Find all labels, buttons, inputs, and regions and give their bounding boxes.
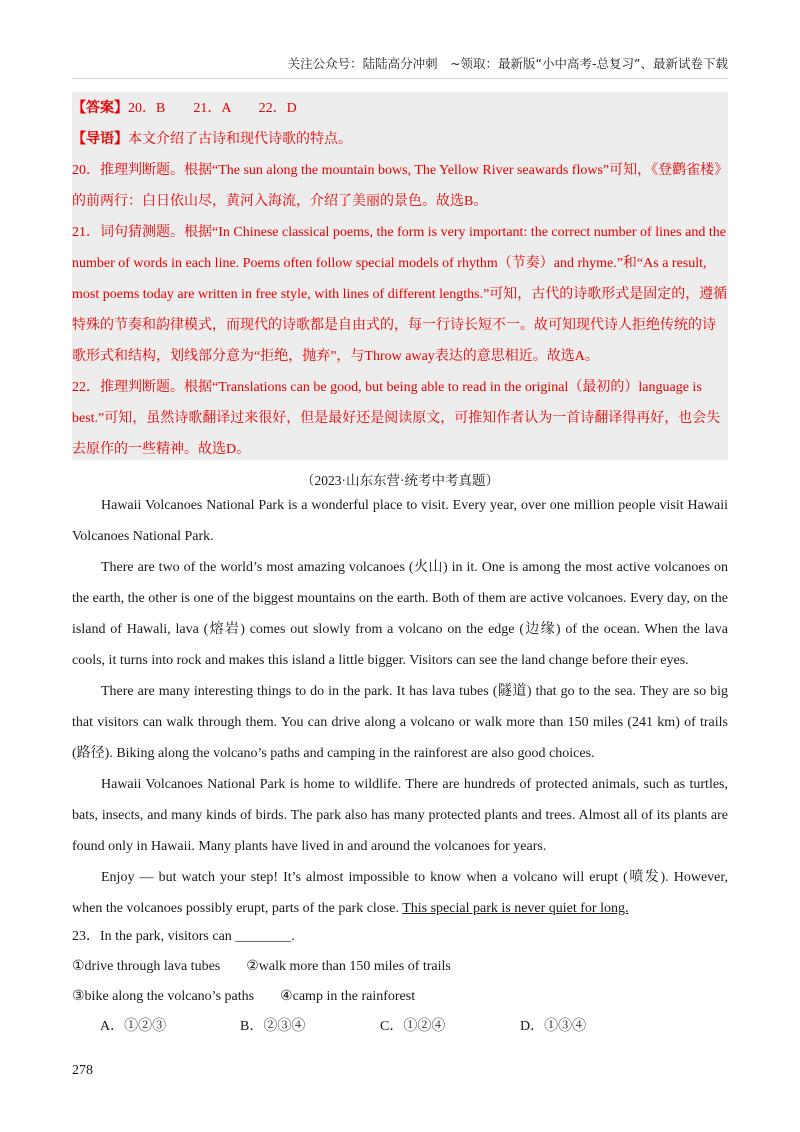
statement-2: ②walk more than 150 miles of trails xyxy=(246,959,451,974)
statement-4: ④camp in the rainforest xyxy=(280,989,416,1004)
answer-line xyxy=(72,93,728,124)
choice-c[interactable]: C．①②④ xyxy=(380,1019,446,1034)
statement-row-1 xyxy=(72,952,728,982)
choice-a[interactable]: A．①②③ xyxy=(100,1019,167,1034)
answer-values: 20．B 21．A 22．D xyxy=(128,101,297,116)
underlined-sentence: This special park is never quiet for long. xyxy=(402,901,629,916)
reading-passage xyxy=(72,490,728,924)
question-stem: 23．In the park, visitors can ________. xyxy=(72,929,295,944)
choice-b[interactable]: B．②③④ xyxy=(240,1019,306,1034)
answer-choices xyxy=(72,1012,728,1042)
passage-paragraph-2: There are two of the world’s most amazing volcanoes (火山) in it. One is among the most active volcanoes on the earth, the other is one of the biggest mountains on the earth. Both of them are active volcanoes. Every day, on the island of Hawali, lava (熔岩) comes out slowly from a volcano on the edge (边缘) of the ocean. When the lava cools, it turns into rock and makes this island a little bigger. Visitors can see the land change before their eyes. xyxy=(72,560,728,668)
choice-d[interactable]: D．①③④ xyxy=(520,1019,587,1034)
question-23 xyxy=(72,922,728,1042)
guide-tag: 【导语】 xyxy=(72,132,128,147)
passage-paragraph-1: Hawaii Volcanoes National Park is a wonderful place to visit. Every year, over one million people visit Hawaii Volcanoes National Park. xyxy=(72,498,728,544)
passage-paragraph-4: Hawaii Volcanoes National Park is home to wildlife. There are hundreds of protected animals, such as turtles, bats, insects, and many kinds of birds. The park also has many protected plants and trees. Almost all of its plants are found only in Hawaii. Many plants have lived in and around the volcanoes for years. xyxy=(72,777,728,854)
passage-paragraph-5 xyxy=(72,862,728,924)
statement-1: ①drive through lava tubes xyxy=(72,959,221,974)
answer-explanation-box xyxy=(72,92,728,460)
explanation-20: 20．推理判断题。根据“The sun along the mountain bows, The Yellow River seawards flows”可知，《登鹳雀楼》的前两行：白日依山尽，黄河入海流，介绍了美丽的景色。故选B。 xyxy=(72,163,722,209)
explanation-22: 22．推理判断题。根据“Translations can be good, but being able to read in the original（最初的）language is best.”可知，虽然诗歌翻译过来很好，但是最好还是阅读原文，可推知作者认为一首诗翻译得再好，也会失去原作的一些精神。故选D。 xyxy=(72,380,721,457)
source-citation: （2023·山东东营·统考中考真题） xyxy=(301,473,499,488)
paragraph-5-text: Enjoy — but watch your step! It’s almost impossible to know when a volcano will erupt (喷发). However, when the volcanoes possibly erupt, parts of the park close. xyxy=(72,870,728,916)
guide-text: 本文介绍了古诗和现代诗歌的特点。 xyxy=(128,132,352,147)
header-divider xyxy=(72,78,728,79)
page-header: 关注公众号：陆陆高分冲刺 ~领取：最新版“小中高考-总复习”、最新试卷下载 xyxy=(287,56,728,71)
passage-paragraph-3: There are many interesting things to do in the park. It has lava tubes (隧道) that go to the sea. They are so big that visitors can walk through them. You can drive along a volcano or walk more than 150 miles (241 km) of trails (路径). Biking along the volcano’s paths and camping in the rainforest are also good choices. xyxy=(72,684,728,761)
answer-tag: 【答案】 xyxy=(72,101,128,116)
page-number: 278 xyxy=(72,1063,93,1078)
statement-3: ③bike along the volcano’s paths xyxy=(72,989,255,1004)
statement-row-2 xyxy=(72,982,728,1012)
explanation-21: 21．词句猜测题。根据“In Chinese classical poems, the form is very important: the correct number of lines and the number of words in each line. Poems often follow special models of rhythm（节奏）and rhyme.”和“As a result, most poems today are written in free style, with lines of different lengths.”可知，古代的诗歌形式是固定的，遵循特殊的节奏和韵律模式，而现代的诗歌都是自由式的，每一行诗长短不一。故可知现代诗人拒绝传统的诗歌形式和结构，划线部分意为“拒绝，抛弃”，与Throw away表达的意思相近。故选A。 xyxy=(72,225,728,364)
guide-line xyxy=(72,124,728,155)
